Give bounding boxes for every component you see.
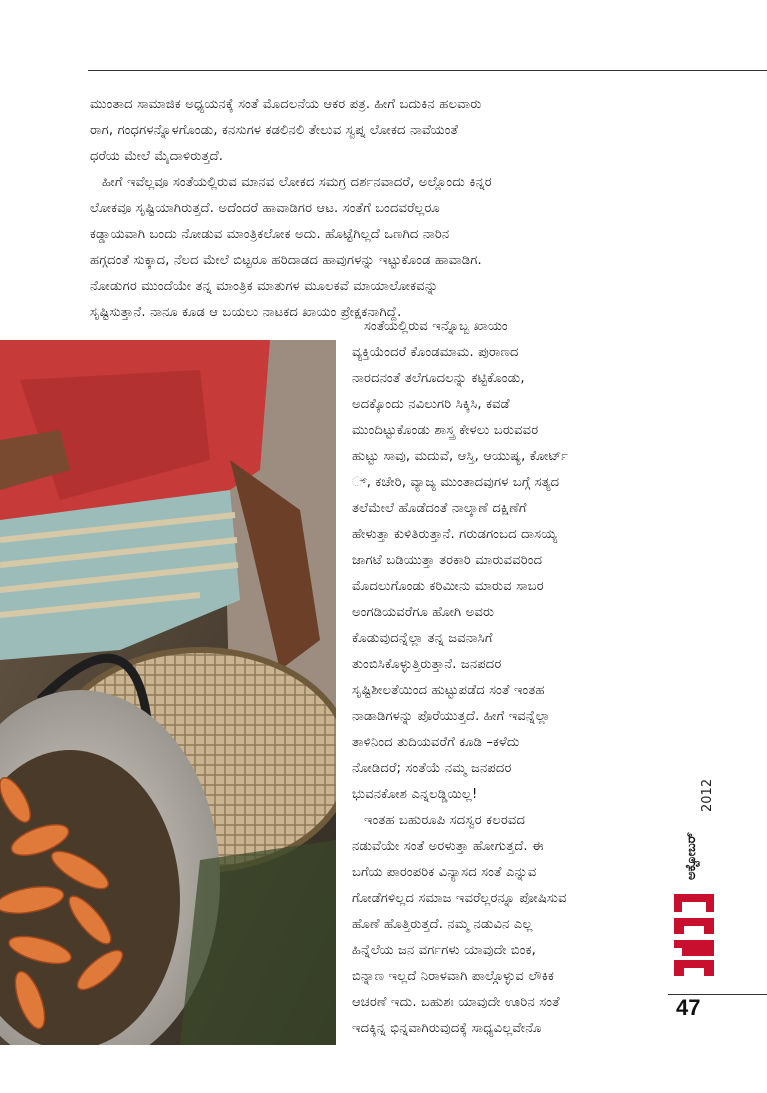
text-line: ಸೃಷ್ಟಿಶೀಲತೆಯಿಂದ ಹುಟ್ಟುಪಡೆದ ಸಂತೆ ಇಂತಹ xyxy=(352,683,545,698)
market-photo xyxy=(0,340,336,1045)
article-intro-text xyxy=(90,92,670,326)
text-line: ್, ಕಚೇರಿ, ವ್ಯಾಜ್ಯ ಮುಂತಾದವುಗಳ ಬಗ್ಗೆ ಸತ್ಯದ xyxy=(352,475,560,490)
text-line: ಬಿನ್ನಾಣ ಇಲ್ಲದೆ ನಿರಾಳವಾಗಿ ಪಾಲ್ಗೊಳ್ಳುವ ಲೌಕಿಕ xyxy=(352,969,555,984)
top-rule xyxy=(88,70,767,71)
text-line: ಹುಟ್ಟು ಸಾವು, ಮದುವೆ, ಆಸ್ತಿ, ಆಯುಷ್ಯ, ಕೋರ್ಟ್ xyxy=(352,449,569,464)
text-line: ನಡುವೆಯೇ ಸಂತೆ ಅರಳುತ್ತಾ ಹೋಗುತ್ತದೆ. ಈ xyxy=(352,839,544,854)
text-line: ಮುಂದಿಟ್ಟುಕೊಂಡು ಶಾಸ್ತ್ರ ಕೇಳಲು ಬರುವವರ xyxy=(352,423,539,438)
text-line: ತಾಳಿನಿಂದ ತುದಿಯವರೆಗೆ ಕೂಡಿ –ಕಳೆದು xyxy=(352,735,520,750)
text-line: ಹಗ್ಗದಂತೆ ಸುಕ್ಕಾದ, ನೆಲದ ಮೇಲೆ ಬಿಟ್ಟರೂ ಹರಿದಾಡದ ಹಾವುಗಳನ್ನು ಇಟ್ಟುಕೊಂಡ ಹಾವಾಡಿಗ. xyxy=(90,253,482,268)
text-line: ಗೋಡೆಗಳಿಲ್ಲದ ಸಮಾಜ ಇವರೆಲ್ಲರನ್ನೂ ಪೋಷಿಸುವ xyxy=(352,891,567,906)
issue-year: 2012 xyxy=(700,778,715,812)
text-line: ಮೊದಲುಗೊಂಡು ಕರಿಮೀನು ಮಾರುವ ಸಾಬರ xyxy=(352,579,544,594)
text-line: ವ್ಯಕ್ತಿಯೆಂದರೆ ಕೊಂಡಮಾಮ. ಪುರಾಣದ xyxy=(352,345,519,360)
magazine-logo xyxy=(670,890,718,980)
text-line: ರಾಗ, ಗಂಧಗಳನ್ನೊಳಗೊಂಡು, ಕನಸುಗಳ ಕಡಲಿನಲಿ ತೇಲುವ ಸ್ವಪ್ನ ಲೋಕದ ನಾವೆಯಂತೆ xyxy=(90,123,459,138)
page-number: 47 xyxy=(676,995,701,1020)
text-line: ಸಂತೆಯಲ್ಲಿರುವ ಇನ್ನೊಬ್ಬ ಖಾಯಂ xyxy=(364,319,508,334)
text-line: ಇದಕ್ಕಿನ್ನ ಭಿನ್ನವಾಗಿರುವುದಕ್ಕೆ ಸಾಧ್ಯವಿಲ್ಲವೇನೊ xyxy=(352,1021,542,1036)
text-line: ಅಂಗಡಿಯವರೆಗೂ ಹೋಗಿ ಅವರು xyxy=(352,605,495,620)
text-line: ಲೋಕವೂ ಸೃಷ್ಟಿಯಾಗಿರುತ್ತದೆ. ಅದೆಂದರೆ ಹಾವಾಡಿಗರ ಆಟ. ಸಂತೆಗೆ ಬಂದವರೆಲ್ಲರೂ xyxy=(90,201,440,216)
text-line: ಹೊಣೆ ಹೊತ್ತಿರುತ್ತದೆ. ನಮ್ಮ ನಡುವಿನ ಎಲ್ಲ xyxy=(352,917,533,932)
article-column-text xyxy=(352,314,664,1042)
issue-month: ಅಕ್ಟೋಬರ್ xyxy=(684,832,699,880)
text-line: ಹೇಳುತ್ತಾ ಕುಳಿತಿರುತ್ತಾನೆ. ಗರುಡಗಂಬದ ದಾಸಯ್ಯ xyxy=(352,527,558,542)
text-line: ನಾರದನಂತೆ ತಲೆಗೂದಲನ್ನು ಕಟ್ಟಿಕೊಂಡು, xyxy=(352,371,525,386)
text-line: ಸೃಷ್ಟಿಸುತ್ತಾನೆ. ನಾನೂ ಕೂಡ ಆ ಬಯಲು ನಾಟಕದ ಖಾಯಂ ಪ್ರೇಕ್ಷಕನಾಗಿದ್ದೆ. xyxy=(90,305,402,320)
text-line: ಹಿನ್ನೆಲೆಯ ಜನ ವರ್ಗಗಳು ಯಾವುದೇ ಬಿಂಕ, xyxy=(352,943,536,958)
text-line: ಇಂತಹ ಬಹುರೂಪಿ ಸದಸ್ವರ ಕಲರವದ xyxy=(364,813,526,828)
text-line: ತಲೆಮೇಲೆ ಹೊಡೆದಂತೆ ನಾಲ್ಕಾಣೆ ದಕ್ಷಿಣೆಗೆ xyxy=(352,501,527,516)
text-line: ನೋಡುಗರ ಮುಂದೆಯೇ ತನ್ನ ಮಾಂತ್ರಿಕ ಮಾತುಗಳ ಮೂಲಕವೆ ಮಾಯಾಲೋಕವನ್ನು xyxy=(90,279,439,294)
text-line: ಕೊಡುವುದನ್ನೆಲ್ಲಾ ತನ್ನ ಜವನಾಸಿಗೆ xyxy=(352,631,493,646)
text-line: ಹೀಗೆ ಇವೆಲ್ಲವೂ ಸಂತೆಯಲ್ಲಿರುವ ಮಾನವ ಲೋಕದ ಸಮಗ್ರ ದರ್ಶನವಾದರೆ, ಅಲ್ಲೊಂದು ಕಿನ್ನರ xyxy=(102,175,492,190)
text-line: ನೋಡಿದರೆ; ಸಂತೆಯೆ ನಮ್ಮ ಜನಪದರ xyxy=(352,761,512,776)
text-line: ಮುಂತಾದ ಸಾಮಾಜಿಕ ಅಧ್ಯಯನಕ್ಕೆ ಸಂತೆ ಮೊದಲನೆಯ ಆಕರ ಪತ್ರ. ಹೀಗೆ ಬದುಕಿನ ಹಲವಾರು xyxy=(90,97,482,112)
text-line: ಕಡ್ಡಾಯವಾಗಿ ಬಂದು ನೋಡುವ ಮಾಂತ್ರಿಕಲೋಕ ಅದು. ಹೊಟ್ಟೆಗಿಲ್ಲದೆ ಒಣಗಿದ ನಾರಿನ xyxy=(90,227,450,242)
text-line: ಅದಕ್ಕೊಂದು ನವಿಲುಗರಿ ಸಿಕ್ಕಿಸಿ, ಕವಡೆ xyxy=(352,397,510,412)
text-line: ಜಾಗಟೆ ಬಡಿಯುತ್ತಾ ತರಕಾರಿ ಮಾರುವವರಿಂದ xyxy=(352,553,543,568)
text-line: ಧರೆಯ ಮೇಲೆ ಮೈದಾಳಿರುತ್ತದೆ. xyxy=(90,149,224,164)
text-line: ಭುವನಕೋಶ ಎನ್ನಲಡ್ಡಿಯಿಲ್ಲ! xyxy=(352,787,478,802)
text-line: ಆಚರಣೆ ಇದು. ಬಹುಶಃ ಯಾವುದೇ ಊರಿನ ಸಂತೆ xyxy=(352,995,560,1010)
text-line: ಬಗೆಯ ಪಾರಂಪರಿಕ ವಿನ್ಯಾಸದ ಸಂತೆ ಎನ್ನುವ xyxy=(352,865,537,880)
text-line: ತುಂಬಿಸಿಕೊಳ್ಳುತ್ತಿರುತ್ತಾನೆ. ಜನಪದರ xyxy=(352,657,502,672)
text-line: ನಾಡಾಡಿಗಳನ್ನು ಪೊರೆಯುತ್ತದೆ. ಹೀಗೆ ಇವನ್ನೆಲ್ಲಾ xyxy=(352,709,551,724)
